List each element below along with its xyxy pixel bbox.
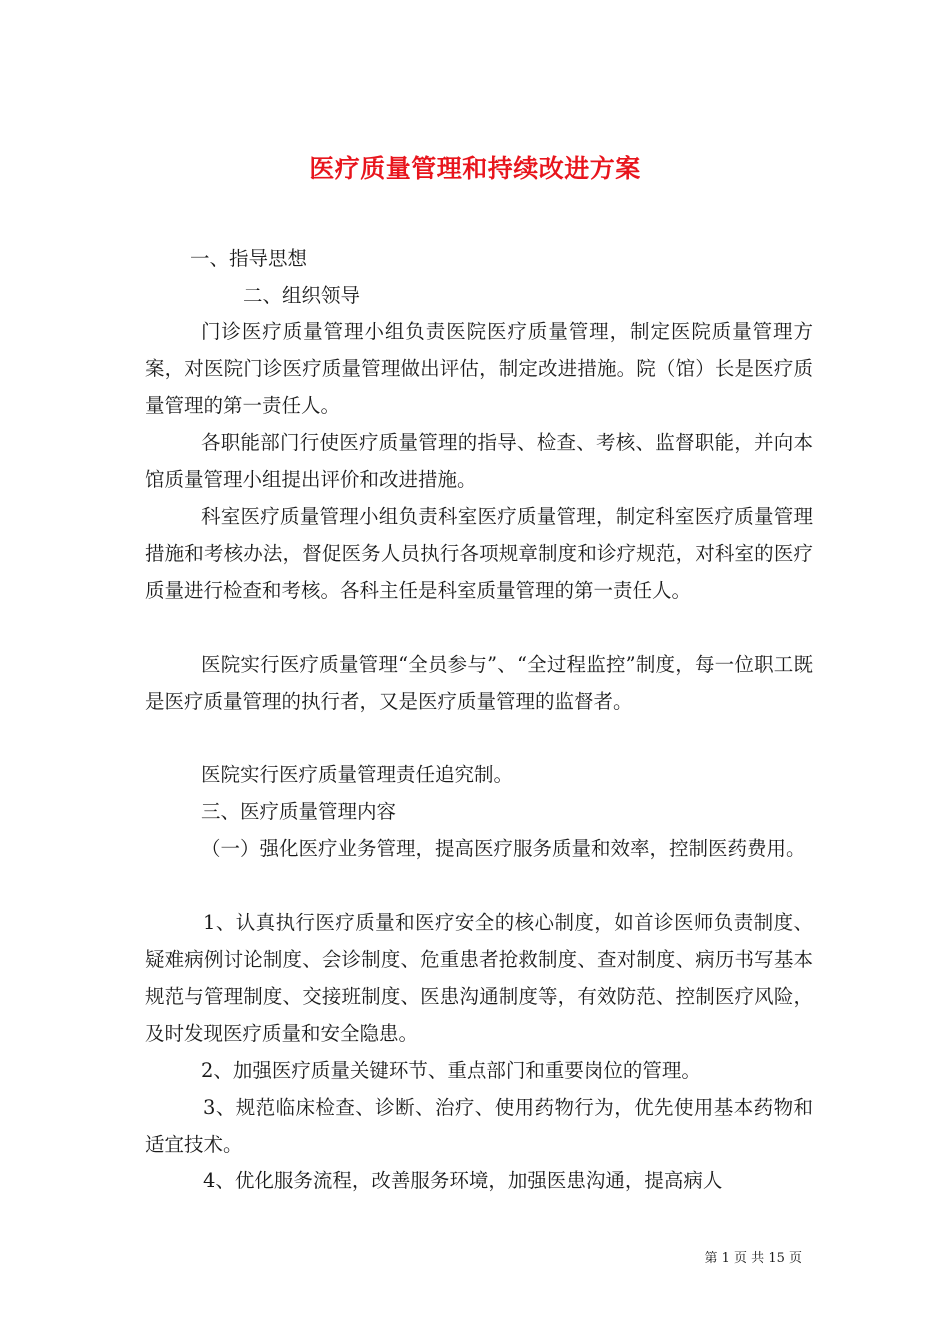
document-title: 医疗质量管理和持续改进方案 [309,153,641,183]
paragraph-department-group: 科室医疗质量管理小组负责科室医疗质量管理，制定科室医疗质量管理措施和考核办法，督促医务人员执行各项规章制度和诊疗规范，对科室的医疗质量进行检查和考核。各科主任是科室质量管理的第一责任人。 [145,505,813,602]
paragraph-full-participation: 医院实行医疗质量管理“全员参与”、“全过程监控”制度，每一位职工既是医疗质量管理的执行者，又是医疗质量管理的监督者。 [145,653,813,713]
section-heading-quality-content: 三、医疗质量管理内容 [201,800,397,823]
paragraph-accountability: 医院实行医疗质量管理责任追究制。 [201,763,514,786]
paragraph-functional-departments: 各职能部门行使医疗质量管理的指导、检查、考核、监督职能，并向本馆质量管理小组提出评价和改进措施。 [145,431,813,491]
subsection-strengthen-management: （一）强化医疗业务管理，提高医疗服务质量和效率，控制医药费用。 [201,837,806,860]
list-item-clinical-norms: 3、规范临床检查、诊断、治疗、使用药物行为，优先使用基本药物和适宜技术。 [145,1096,813,1156]
list-item-optimize-process: 4、优化服务流程，改善服务环境，加强医患沟通，提高病人 [203,1169,723,1192]
paragraph-outpatient-group: 门诊医疗质量管理小组负责医院医疗质量管理，制定医院质量管理方案，对医院门诊医疗质量管理做出评估，制定改进措施。院（馆）长是医疗质量管理的第一责任人。 [145,320,813,417]
list-item-core-systems: 1、认真执行医疗质量和医疗安全的核心制度，如首诊医师负责制度、疑难病例讨论制度、会诊制度、危重患者抢救制度、查对制度、病历书写基本规范与管理制度、交接班制度、医患沟通制度等，有效防范、控制医疗风险，及时发现医疗质量和安全隐患。 [145,911,813,1045]
page-number: 第 1 页 共 15 页 [704,1251,802,1266]
section-heading-organization: 二、组织领导 [243,284,361,307]
section-heading-guiding-ideology: 一、指导思想 [190,247,308,270]
list-item-key-links: 2、加强医疗质量关键环节、重点部门和重要岗位的管理。 [201,1059,701,1082]
